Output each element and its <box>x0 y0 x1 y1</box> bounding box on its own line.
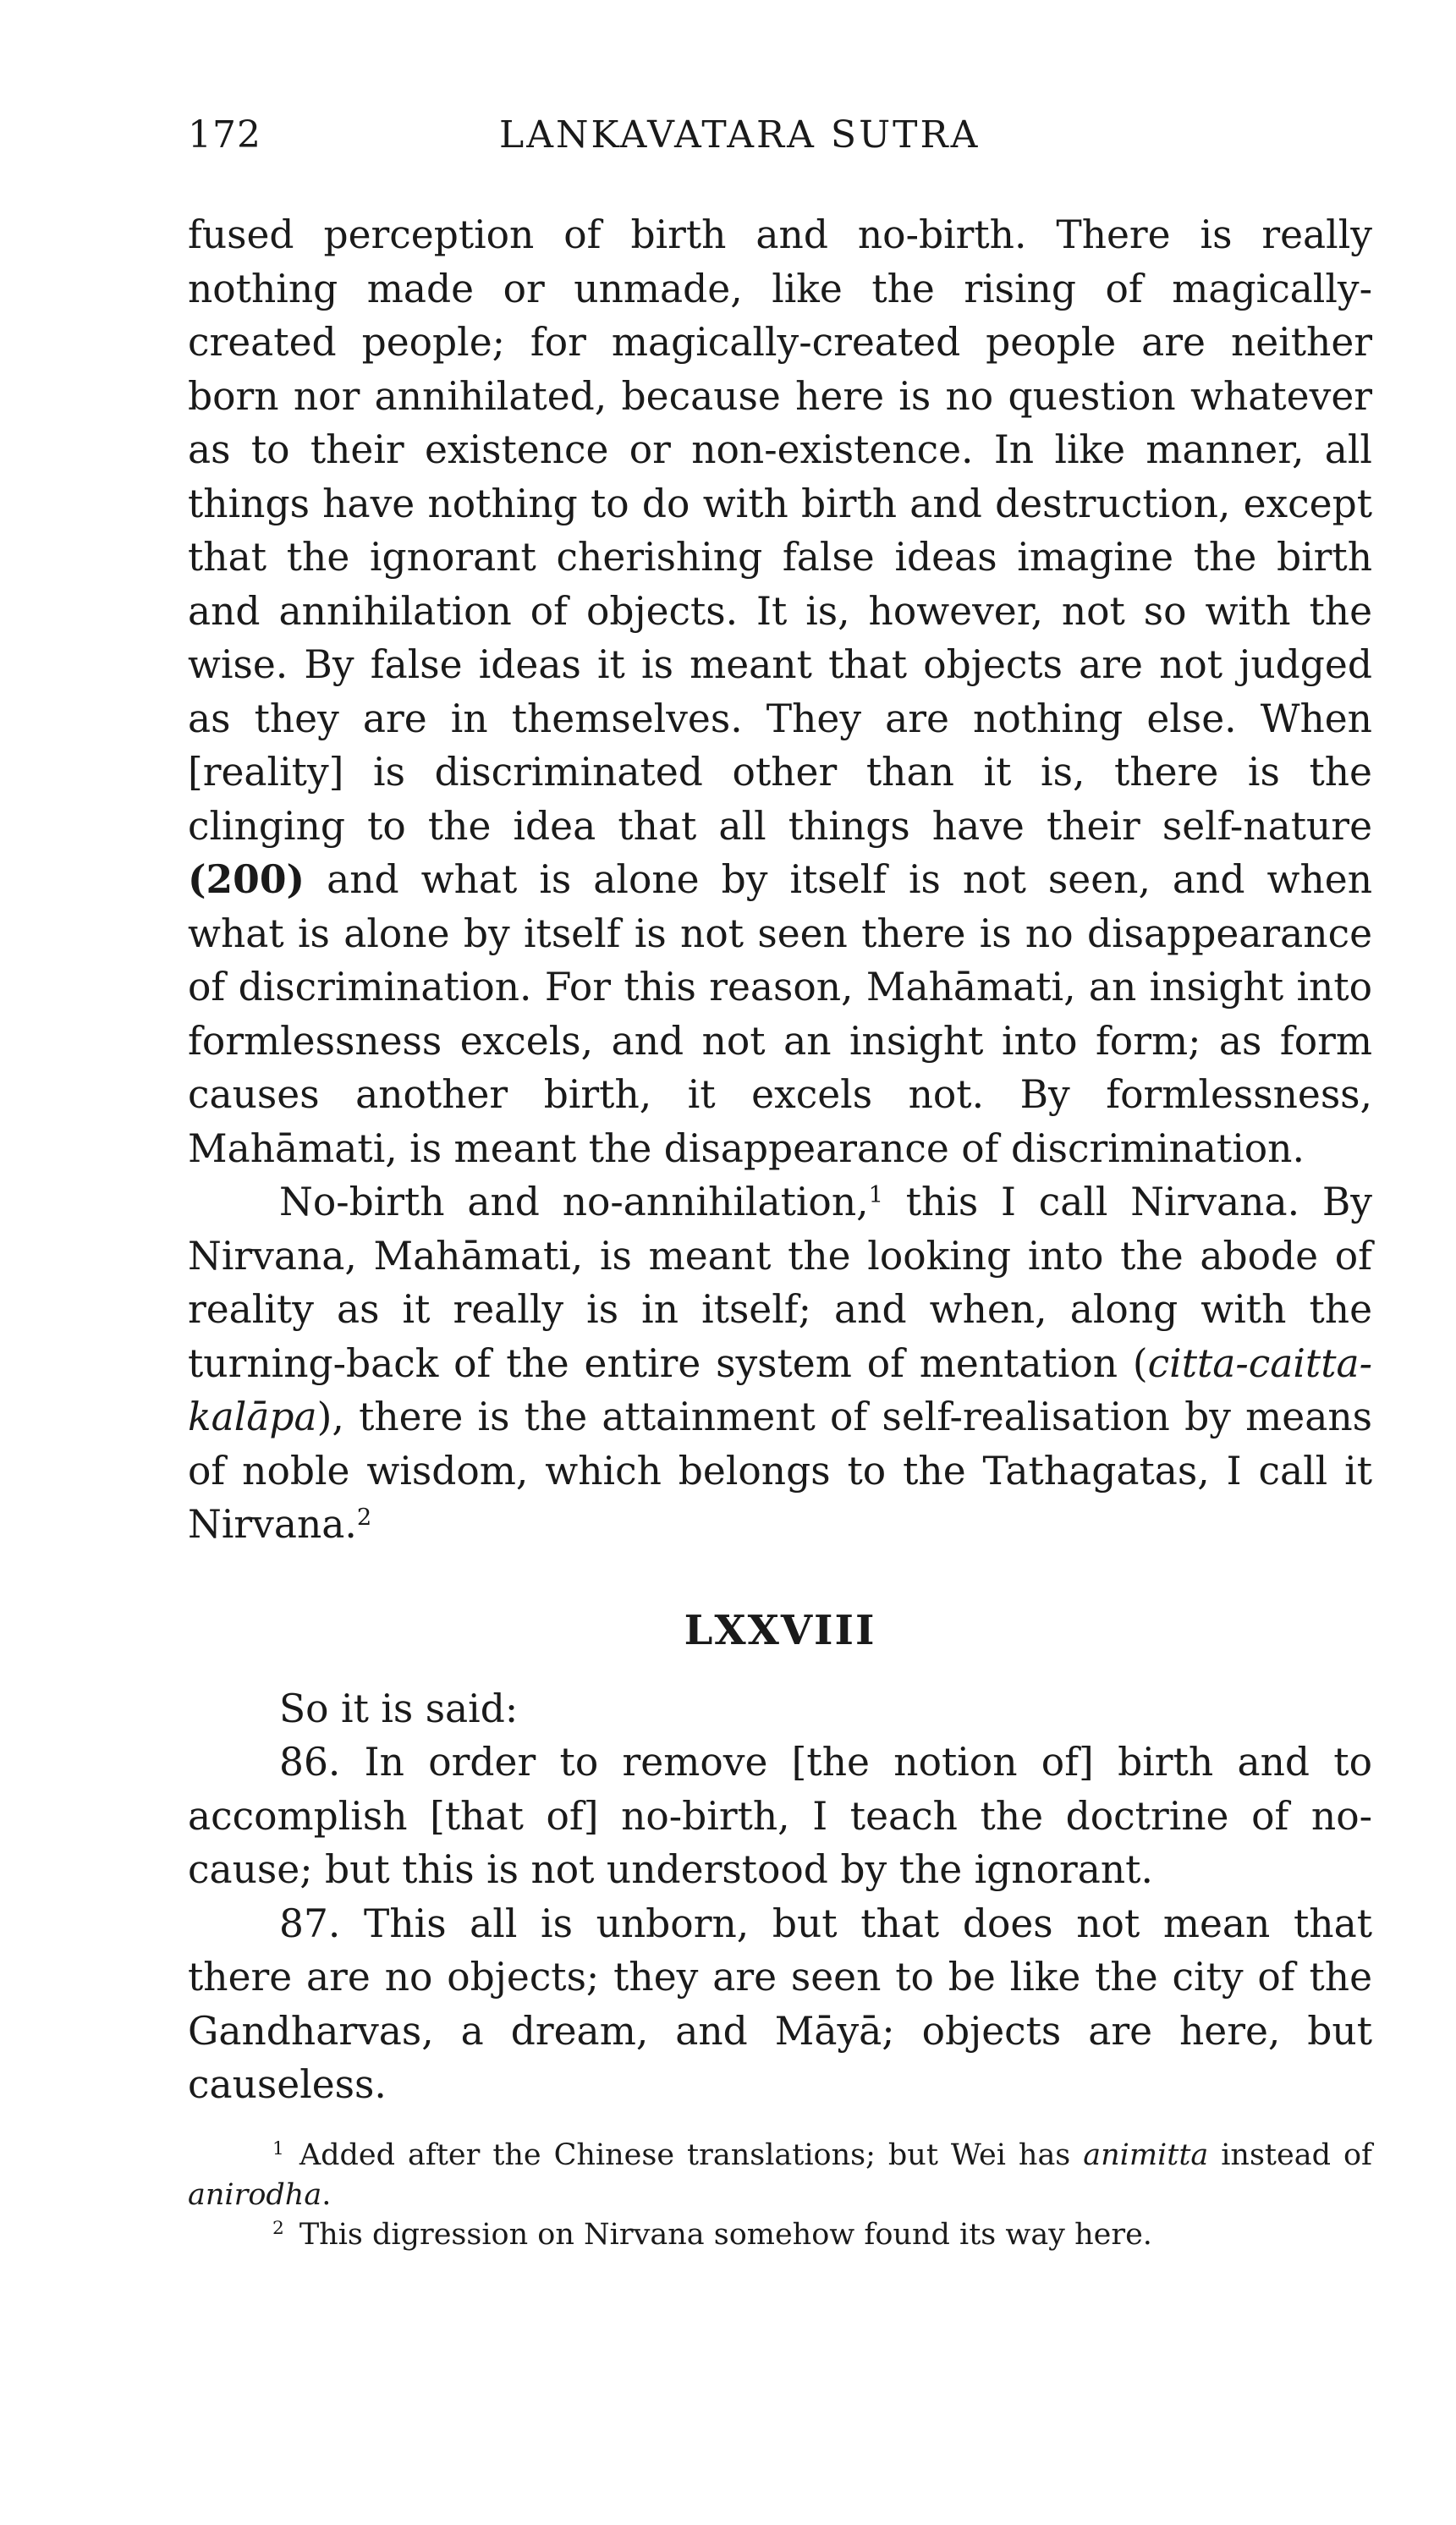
footnote-ref-2: 2 <box>356 1505 372 1531</box>
footnotes <box>188 2136 1372 2255</box>
page-reference: (200) <box>188 856 305 902</box>
sanskrit-term: anirodha <box>188 2177 322 2212</box>
body-text <box>188 208 1372 2255</box>
running-head <box>188 110 1372 161</box>
page-number: 172 <box>188 113 261 157</box>
verse-87: 87. This all is unborn, but that does not mean that there are no objects; they are seen to be like the city of the Gandharvas, a dream, and Māyā; objects are here, but causeless. <box>188 1901 1372 2107</box>
paragraph-text: No-birth and no-annihilation, <box>279 1180 869 1224</box>
footnote-text: Added after the Chinese translations; but Wei has <box>299 2137 1084 2172</box>
running-title: LANKAVATARA SUTRA <box>499 113 981 157</box>
paragraph-continued <box>188 208 1372 1175</box>
verse-86: 86. In order to remove [the notion of] birth and to accomplish [that of] no-birth, I teach the doctrine of no-cause; but this is not understood by the ignorant. <box>188 1740 1372 1892</box>
paragraph-text: and what is alone by itself is not seen, and when what is alone by itself is not seen there is no disappearance of discrimination. For this reason, Mahāmati, an insight into formlessness excels, and not an insight into form; as form causes another birth, it excels not. By formlessness, Mahāmati, is meant the disappearance of discrimination. <box>188 857 1372 1171</box>
footnote-mark: 2 <box>272 2217 284 2239</box>
footnote-mark: 1 <box>272 2137 284 2159</box>
paragraph-text: this I call Nirvana. By Nirvana, Mahāmati, is meant the looking into the abode of reality as it really is in itself; and when, along with the turning-back of the entire system of mentation ( <box>188 1180 1372 1386</box>
footnote-1 <box>188 2136 1372 2215</box>
footnote-ref-1: 1 <box>868 1182 883 1208</box>
footnote-text: instead of <box>1208 2137 1372 2172</box>
paragraph-nirvana <box>188 1175 1372 1552</box>
paragraph-text: ), there is the attainment of self-realisation by means of noble wisdom, which belongs to the Tathagatas, I call it Nirvana. <box>188 1395 1372 1547</box>
section-intro: So it is said: <box>279 1686 519 1731</box>
footnote-text: This digression on Nirvana somehow found its way here. <box>299 2217 1152 2252</box>
sanskrit-term: citta-caitta-kalāpa <box>188 1340 1372 1439</box>
footnote-text: . <box>321 2177 332 2212</box>
paragraph-text: fused perception of birth and no-birth. There is really nothing made or unmade, like the rising of magically-created people; for magically-created people are neither born nor annihilated, because here is no question whatever as to their existence or non-existence. In like manner, all things have nothing to do with birth and destruction, except that the ignorant cherishing false ideas imagine the birth and annihilation of objects. It is, however, not so with the wise. By false ideas it is meant that objects are not judged as they are in themselves. They are nothing else. When [reality] is discriminated other than it is, there is the clinging to the idea that all things have their self-nature <box>188 212 1372 849</box>
sanskrit-term: animitta <box>1083 2137 1209 2172</box>
footnote-2 <box>188 2215 1372 2255</box>
section-heading: LXXVIII <box>684 1606 876 1654</box>
